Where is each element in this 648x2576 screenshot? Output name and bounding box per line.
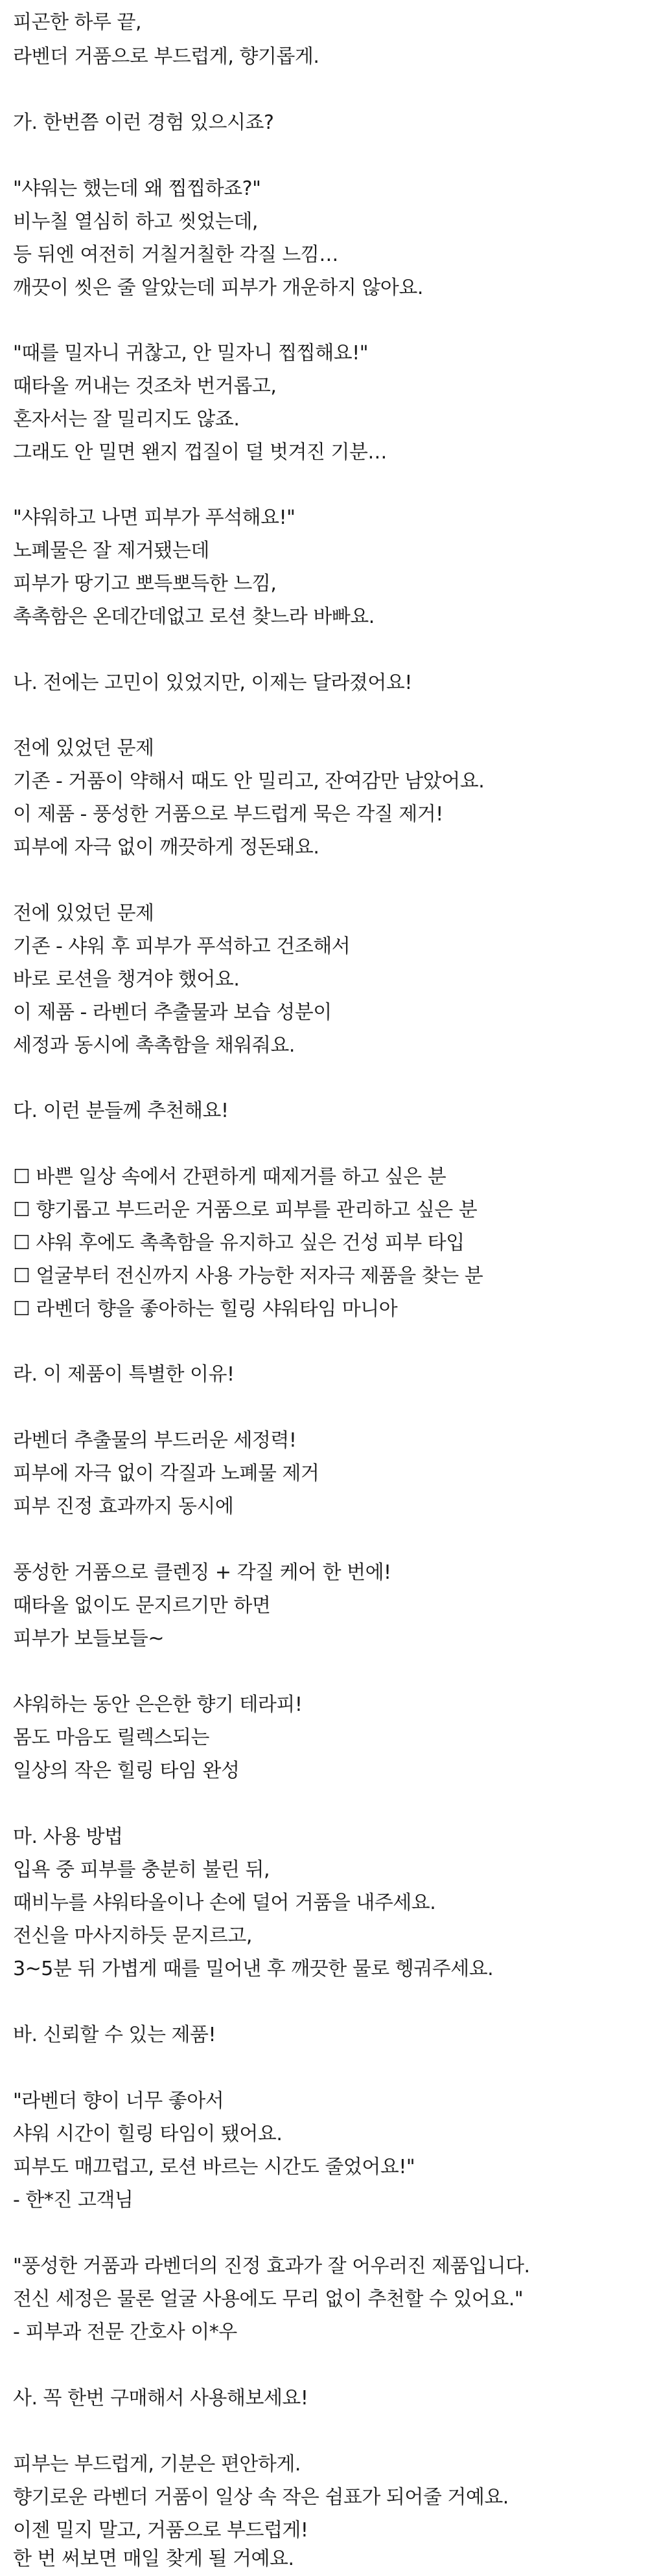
problem-heading-1: 전에 있었던 문제 [13, 737, 154, 760]
text-line: 기존 - 거품이 약해서 때도 안 밀리고, 잔여감만 남았어요. [13, 770, 485, 793]
text-line: 이 제품 - 풍성한 거품으로 부드럽게 묵은 각질 제거! [13, 803, 443, 826]
usage-step: 3~5분 뒤 가볍게 때를 밀어낸 후 깨끗한 물로 헹궈주세요. [13, 1958, 494, 1980]
section-heading-ra: 라. 이 제품이 특별한 이유! [13, 1363, 235, 1386]
quote-heading-2: "때를 밀자니 귀찮고, 안 밀자니 찝찝해요!" [13, 342, 369, 365]
section-heading-da: 다. 이런 분들께 추천해요! [13, 1100, 229, 1122]
recommend-item: ☐ 샤워 후에도 촉촉함을 유지하고 싶은 건성 피부 타입 [13, 1232, 465, 1254]
review-text: 샤워 시간이 힐링 타임이 됐어요. [13, 2123, 283, 2145]
usage-step: 때비누를 샤워타올이나 손에 덜어 거품을 내주세요. [13, 1892, 436, 1914]
section-heading-na: 나. 전에는 고민이 있었지만, 이제는 달라졌어요! [13, 672, 412, 694]
problem-heading-2: 전에 있었던 문제 [13, 902, 154, 925]
closing-line: 향기로운 라벤더 거품이 일상 속 작은 쉼표가 되어줄 거예요. [13, 2486, 509, 2509]
recommend-item: ☐ 향기롭고 부드러운 거품으로 피부를 관리하고 싶은 분 [13, 1199, 478, 1221]
text-line: 기존 - 샤워 후 피부가 푸석하고 건조해서 [13, 935, 351, 958]
section-heading-sa: 사. 꼭 한번 구매해서 사용해보세요! [13, 2387, 308, 2410]
section-heading-ba: 바. 신뢰할 수 있는 제품! [13, 2024, 216, 2046]
recommend-item: ☐ 라벤더 향을 좋아하는 힐링 샤워타임 마니아 [13, 1298, 398, 1320]
text-line: 비누칠 열심히 하고 씻었는데, [13, 210, 258, 233]
review-author: - 피부과 전문 간호사 이*우 [13, 2321, 237, 2344]
review-text: 전신 세정은 물론 얼굴 사용에도 무리 없이 추천할 수 있어요." [13, 2288, 524, 2310]
text-line: 깨끗이 씻은 줄 알았는데 피부가 개운하지 않아요. [13, 277, 423, 299]
text-line: 풍성한 거품으로 클렌징 + 각질 케어 한 번에! [13, 1561, 391, 1584]
text-line: 바로 로션을 챙겨야 했어요. [13, 968, 240, 991]
intro-line-2: 라벤더 거품으로 부드럽게, 향기롭게. [13, 45, 319, 68]
quote-heading-1: "샤워는 했는데 왜 찝찝하죠?" [13, 177, 261, 200]
closing-line: 피부는 부드럽게, 기분은 편안하게. [13, 2453, 301, 2476]
usage-step: 입욕 중 피부를 충분히 불린 뒤, [13, 1859, 270, 1881]
text-line: 라벤더 추출물의 부드러운 세정력! [13, 1429, 297, 1452]
section-heading-ma: 마. 사용 방법 [13, 1825, 123, 1848]
text-line: 이 제품 - 라벤더 추출물과 보습 성분이 [13, 1001, 332, 1024]
recommend-item: ☐ 얼굴부터 전신까지 사용 가능한 저자극 제품을 찾는 분 [13, 1265, 483, 1287]
review-text: 피부도 매끄럽고, 로션 바르는 시간도 줄었어요!" [13, 2156, 415, 2178]
quote-heading-3: "샤워하고 나면 피부가 푸석해요!" [13, 506, 295, 529]
closing-line: 한 번 써보면 매일 찾게 될 거예요. [13, 2548, 294, 2570]
text-line: 몸도 마음도 릴렉스되는 [13, 1726, 209, 1749]
recommend-item: ☐ 바쁜 일상 속에서 간편하게 때제거를 하고 싶은 분 [13, 1166, 446, 1188]
text-line: 그래도 안 밀면 왠지 껍질이 덜 벗겨진 기분… [13, 441, 387, 464]
text-line: 혼자서는 잘 밀리지도 않죠. [13, 408, 240, 431]
text-line: 피부에 자극 없이 깨끗하게 정돈돼요. [13, 836, 319, 859]
usage-step: 전신을 마사지하듯 문지르고, [13, 1925, 252, 1947]
text-line: 때타올 없이도 문지르기만 하면 [13, 1594, 271, 1617]
text-line: 피부가 보들보들~ [13, 1627, 165, 1650]
review-author: - 한*진 고객님 [13, 2189, 133, 2211]
text-line: 일상의 작은 힐링 타임 완성 [13, 1759, 240, 1782]
closing-line: 이젠 밀지 말고, 거품으로 부드럽게! [13, 2519, 308, 2542]
text-line: 촉촉함은 온데간데없고 로션 찾느라 바빠요. [13, 605, 375, 628]
text-line: 샤워하는 동안 은은한 향기 테라피! [13, 1693, 303, 1716]
text-line: 등 뒤엔 여전히 거칠거칠한 각질 느낌… [13, 243, 338, 266]
text-line: 피부 진정 효과까지 동시에 [13, 1495, 234, 1518]
review-text: "라벤더 향이 너무 좋아서 [13, 2090, 224, 2112]
text-line: 피부에 자극 없이 각질과 노폐물 제거 [13, 1462, 319, 1485]
text-line: 때타올 꺼내는 것조차 번거롭고, [13, 375, 277, 398]
review-text: "풍성한 거품과 라벤더의 진정 효과가 잘 어우러진 제품입니다. [13, 2255, 530, 2277]
text-line: 세정과 동시에 촉촉함을 채워줘요. [13, 1034, 295, 1057]
intro-line-1: 피곤한 하루 끝, [13, 11, 141, 34]
text-line: 피부가 땅기고 뽀득뽀득한 느낌, [13, 572, 277, 595]
section-heading-ga: 가. 한번쯤 이런 경험 있으시죠? [13, 111, 274, 134]
text-line: 노폐물은 잘 제거됐는데 [13, 539, 209, 562]
